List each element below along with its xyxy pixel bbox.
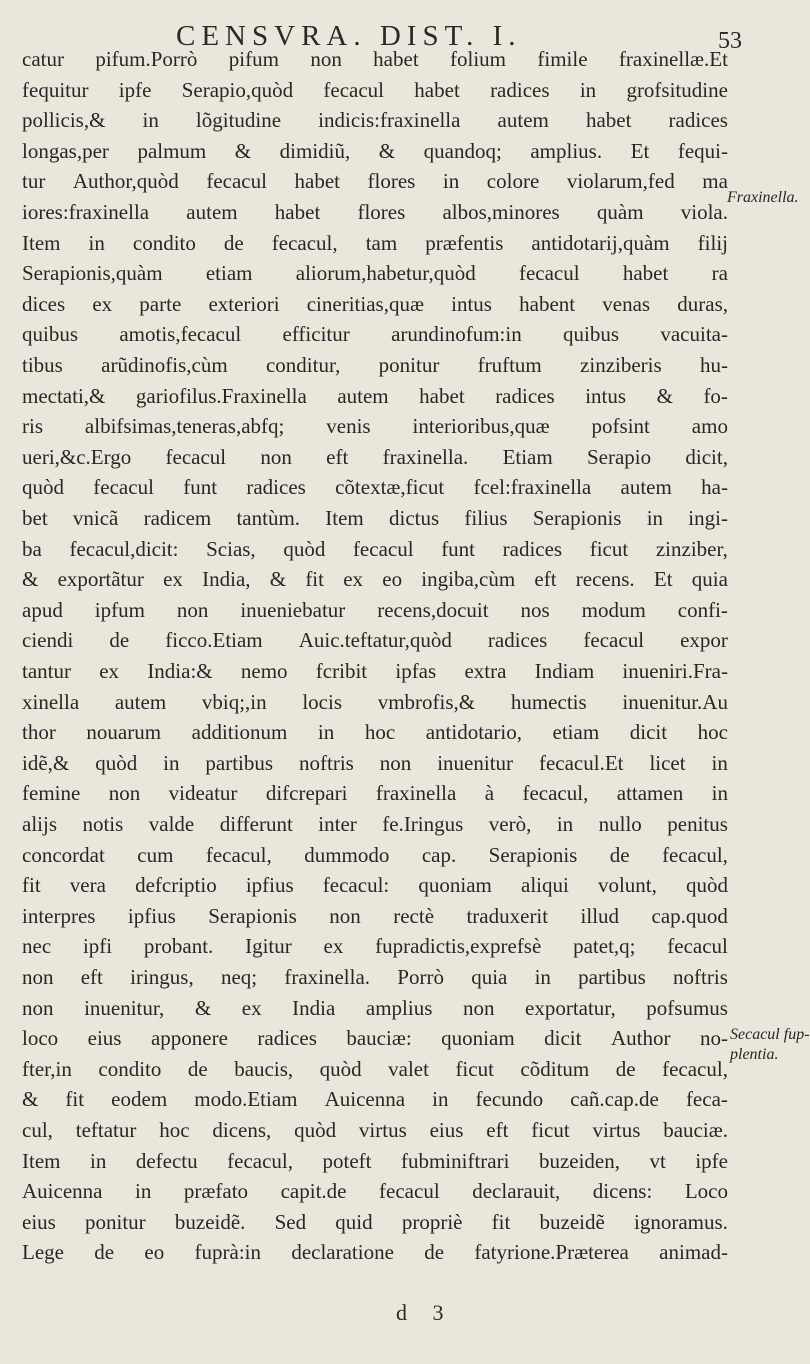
text-line: fter,in condito de baucis, quòd valet ficut cõditum de fecacul, [22,1056,728,1081]
page-number: 53 [718,28,742,54]
marginal-note-fraxinella: Fraxinella. [727,189,799,206]
text-line: tur Author,quòd fecacul habet flores in colore violarum,fed ma [22,169,728,194]
text-line: bet vnicã radicem tantùm. Item dictus filius Serapionis in ingi- [22,506,728,530]
text-line: alijs notis valde differunt inter fe.Iringus verò, in nullo penitus [22,812,728,836]
text-line: dices ex parte exteriori cineritias,quæ intus habent venas duras, [22,291,728,316]
text-line: quòd fecacul funt radices cõtextæ,ficut fcel:fraxinella autem ha- [22,475,728,500]
text-line: Lege de eo fuprà:in declaratione de fatyrione.Præterea animad- [22,1240,728,1265]
text-line: ciendi de ficco.Etiam Auic.teftatur,quòd radices fecacul expor [22,628,728,653]
text-line: tantur ex India:& nemo fcribit ipfas extra Indiam inueniri.Fra- [22,659,728,683]
text-line: thor nouarum additionum in hoc antidotario, etiam dicit hoc [22,720,728,745]
text-line: apud ipfum non inueniebatur recens,docuit nos modum confi- [22,597,728,622]
text-line: catur pifum.Porrò pifum non habet folium fimile fraxinellæ.Et [22,47,728,71]
text-line: pollicis,& in lõgitudine indicis:fraxinella autem habet radices [22,108,728,133]
text-line: concordat cum fecacul, dummodo cap. Serapionis de fecacul, [22,842,728,867]
text-line: iores:fraxinella autem habet flores albos,minores quàm viola. [22,200,728,224]
text-line: Item in defectu fecacul, poteft fubminiftrari buzeiden, vt ipfe [22,1148,728,1173]
marginal-note-supplentia: plentia. [730,1046,779,1063]
text-line: longas,per palmum & dimidiũ, & quandoq; amplius. Et fequi- [22,138,728,163]
text-line: fequitur ipfe Serapio,quòd fecacul habet radices in grofsitudine [22,77,728,102]
running-title: CENSVRA. DIST. I. [176,20,522,52]
text-line: xinella autem vbiq;,in locis vmbrofis,& humectis inuenitur.Au [22,689,728,714]
text-line: eius ponitur buzeidẽ. Sed quid propriè fit buzeidẽ ignoramus. [22,1209,728,1234]
text-line: non inuenitur, & ex India amplius non exportatur, pofsumus [22,995,728,1020]
text-line: & fit eodem modo.Etiam Auicenna in fecundo cañ.cap.de feca- [22,1087,728,1112]
text-line: fit vera defcriptio ipfius fecacul: quoniam aliqui volunt, quòd [22,873,728,898]
text-line: mectati,& gariofilus.Fraxinella autem habet radices intus & fo- [22,383,728,408]
text-line: Auicenna in præfato capit.de fecacul declarauit, dicens: Loco [22,1179,728,1204]
text-line: Item in condito de fecacul, tam præfentis antidotarij,quàm filij [22,230,728,255]
text-line: ris albifsimas,teneras,abfq; venis interioribus,quæ pofsint amo [22,414,728,439]
text-line: Serapionis,quàm etiam aliorum,habetur,quòd fecacul habet ra [22,261,728,286]
text-line: non eft iringus, neq; fraxinella. Porrò quia in partibus noftris [22,965,728,989]
text-line: & exportãtur ex India, & fit ex eo ingiba,cùm eft recens. Et quia [22,567,728,592]
text-line: quibus amotis,fecacul efficitur arundinofum:in quibus vacuita- [22,322,728,347]
text-line: ba fecacul,dicit: Scias, quòd fecacul funt radices ficut zinziber, [22,536,728,561]
signature-mark: d 3 [396,1300,454,1325]
text-line: idẽ,& quòd in partibus noftris non inuenitur fecacul.Et licet in [22,750,728,775]
text-line: interpres ipfius Serapionis non rectè traduxerit illud cap.quod [22,903,728,928]
text-line: femine non videatur difcrepari fraxinella à fecacul, attamen in [22,781,728,806]
text-line: ueri,&c.Ergo fecacul non eft fraxinella. Etiam Serapio dicit, [22,444,728,469]
text-line: nec ipfi probant. Igitur ex fupradictis,exprefsè patet,q; fecacul [22,934,728,959]
marginal-note-secacul: Secacul fup- [730,1026,810,1043]
text-line: loco eius apponere radices bauciæ: quoniam dicit Author no- [22,1026,728,1051]
text-line: tibus arũdinofis,cùm conditur, ponitur fruftum zinziberis hu- [22,353,728,377]
text-line: cul, teftatur hoc dicens, quòd virtus eius eft ficut virtus bauciæ. [22,1118,728,1142]
